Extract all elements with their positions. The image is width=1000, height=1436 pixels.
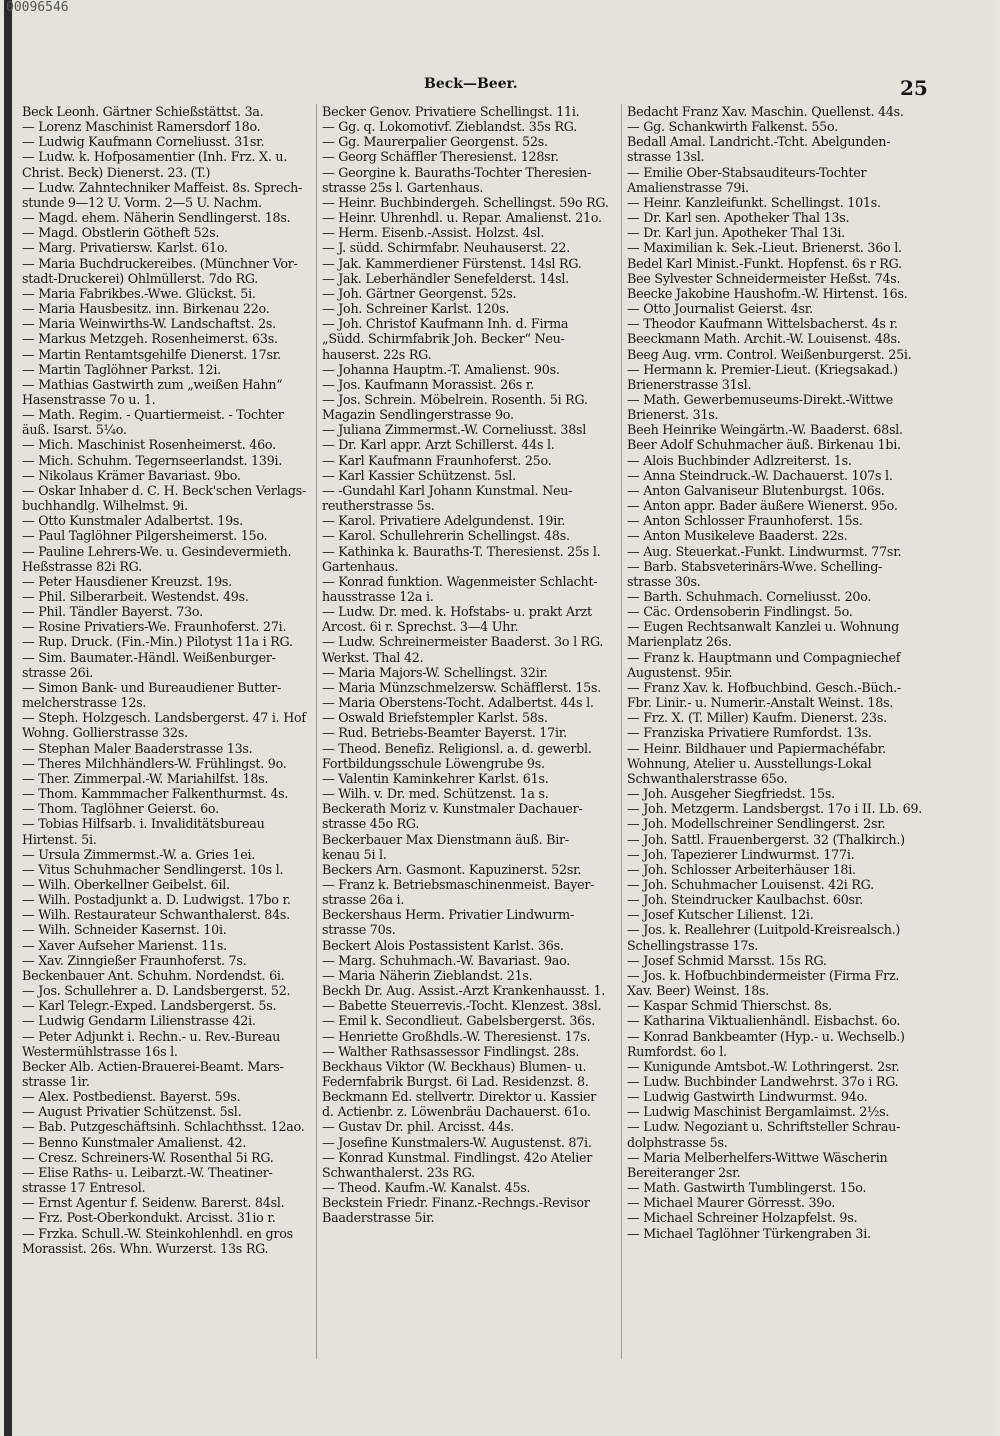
directory-entry-line: — Konrad funktion. Wagenmeister Schlacht-: [322, 573, 598, 589]
directory-entry-line: — Emil k. Secondlieut. Gabelsbergerst. 36s.: [322, 1013, 596, 1029]
directory-entry-line: — Michael Maurer Görresst. 39o.: [627, 1195, 836, 1211]
directory-entry-line: strasse 26a i.: [322, 892, 405, 908]
directory-entry-line: — Anton Musikeleve Baaderst. 22s.: [627, 528, 848, 544]
directory-entry-line: — Pauline Lehrers-We. u. Gesindevermieth.: [22, 543, 292, 559]
directory-entry-line: — Joh. Steindrucker Kaulbachst. 60sr.: [627, 892, 863, 908]
directory-entry-line: — Math. Gastwirth Tumblingerst. 15o.: [627, 1180, 867, 1196]
directory-entry-line: — Emilie Ober-Stabsauditeurs-Tochter: [627, 164, 867, 180]
directory-column-1: [22, 104, 320, 1256]
directory-entry-line: Beckhaus Viktor (W. Beckhaus) Blumen- u.: [322, 1058, 587, 1074]
directory-entry-line: — Markus Metzgeh. Rosenheimerst. 63s.: [22, 331, 278, 347]
directory-entry-line: Westermühlstrasse 16s l.: [22, 1043, 178, 1059]
directory-entry-line: — Konrad Kunstmal. Findlingst. 42o Atelier: [322, 1149, 593, 1165]
directory-entry-line: — Sim. Baumater.-Händl. Weißenburger-: [22, 649, 276, 665]
directory-entry-line: Augustenst. 95ir.: [627, 664, 733, 680]
directory-entry-line: — Marg. Schuhmach.-W. Bavariast. 9ao.: [322, 952, 571, 968]
directory-entry-line: Bedall Amal. Landricht.-Tcht. Abelgunden-: [627, 134, 891, 150]
directory-entry-line: — Xaver Aufseher Marienst. 11s.: [22, 937, 227, 953]
directory-entry-line: Marienplatz 26s.: [627, 634, 732, 650]
directory-entry-line: — Ludwig Gastwirth Lindwurmst. 94o.: [627, 1089, 868, 1105]
directory-entry-line: Wohng. Gollierstrasse 32s.: [22, 725, 188, 741]
directory-entry-line: strasse 30s.: [627, 573, 701, 589]
directory-entry-line: — Karl Telegr.-Exped. Landsbergerst. 5s.: [22, 998, 277, 1014]
directory-entry-line: — Joh. Schreiner Karlst. 120s.: [322, 301, 510, 317]
directory-entry-line: Fortbildungsschule Löwengrube 9s.: [322, 755, 545, 771]
directory-entry-line: Hasenstrasse 7o u. 1.: [22, 391, 156, 407]
directory-entry-line: — Jos. k. Reallehrer (Luitpold-Kreisrealsch.): [627, 922, 901, 938]
directory-entry-line: — Josef Kutscher Lilienst. 12i.: [627, 907, 814, 923]
directory-entry-line: äuß. Isarst. 5¼o.: [22, 422, 127, 438]
directory-entry-line: dolphstrasse 5s.: [627, 1134, 728, 1150]
directory-entry-line: hauserst. 22s RG.: [322, 346, 432, 362]
directory-entry-line: — Magd. Obstlerin Götheft 52s.: [22, 225, 220, 241]
directory-entry-line: — Joh. Tapezierer Lindwurmst. 177i.: [627, 846, 855, 862]
directory-entry-line: — Heinr. Uhrenhdl. u. Repar. Amalienst. 21o.: [322, 210, 602, 226]
column-divider: [621, 104, 622, 1359]
directory-entry-line: kenau 5i l.: [322, 846, 387, 862]
directory-entry-line: Magazin Sendlingerstrasse 9o.: [322, 407, 514, 423]
directory-entry-line: — Peter Hausdiener Kreuzst. 19s.: [22, 573, 232, 589]
directory-entry-line: Beckh Dr. Aug. Assist.-Arzt Krankenhausst. 1.: [322, 983, 606, 999]
directory-entry-line: — Kathinka k. Bauraths-T. Theresienst. 25s l.: [322, 543, 601, 559]
directory-entry-line: — Marg. Privatiersw. Karlst. 61o.: [22, 240, 228, 256]
directory-entry-line: — Mich. Maschinist Rosenheimerst. 46o.: [22, 437, 276, 453]
directory-entry-line: — Otto Kunstmaler Adalbertst. 19s.: [22, 513, 243, 529]
directory-entry-line: Bedacht Franz Xav. Maschin. Quellenst. 44s.: [627, 104, 904, 119]
directory-entry-line: Beeckmann Math. Archit.-W. Louisenst. 48s.: [627, 331, 901, 347]
directory-entry-line: — Jos. Schrein. Möbelrein. Rosenth. 5i RG.: [322, 391, 588, 407]
directory-entry-line: — Math. Regim. - Quartiermeist. - Tochter: [22, 407, 284, 423]
directory-entry-line: — Magd. ehem. Näherin Sendlingerst. 18s.: [22, 210, 291, 226]
directory-entry-line: — Jos. k. Hofbuchbindermeister (Firma Frz.: [627, 967, 900, 983]
directory-entry-line: — Steph. Holzgesch. Landsbergerst. 47 i. Hof: [22, 710, 306, 726]
directory-entry-line: — Tobias Hilfsarb. i. Invaliditätsbureau: [22, 816, 265, 832]
directory-entry-line: Morassist. 26s. Whn. Wurzerst. 13s RG.: [22, 1240, 269, 1256]
directory-entry-line: — Otto Journalist Geierst. 4sr.: [627, 301, 813, 317]
directory-entry-line: — Hermann k. Premier-Lieut. (Kriegsakad.): [627, 361, 898, 377]
directory-entry-line: — Josefine Kunstmalers-W. Augustenst. 87i.: [322, 1134, 592, 1150]
directory-entry-line: — Joh. Modellschreiner Sendlingerst. 2sr.: [627, 816, 886, 832]
directory-entry-line: — Rosine Privatiers-We. Fraunhoferst. 27i.: [22, 619, 287, 635]
directory-entry-line: Schwanthalerstrasse 65o.: [627, 770, 788, 786]
directory-entry-line: Becker Alb. Actien-Brauerei-Beamt. Mars-: [22, 1058, 284, 1074]
directory-entry-line: — Joh. Schlosser Arbeiterhäuser 18i.: [627, 861, 856, 877]
directory-entry-line: — Wilh. Restaurateur Schwanthalerst. 84s.: [22, 907, 290, 923]
directory-entry-line: — Heinr. Bildhauer und Papiermachéfabr.: [627, 740, 886, 756]
directory-entry-line: Fbr. Linir.- u. Numerir.-Anstalt Weinst. 18s.: [627, 695, 894, 711]
directory-entry-line: Gartenhaus.: [322, 558, 399, 574]
directory-column-3: [627, 104, 925, 1241]
directory-entry-line: Schellingstrasse 17s.: [627, 937, 759, 953]
directory-entry-line: Beckerath Moriz v. Kunstmaler Dachauer-: [322, 801, 583, 817]
directory-entry-line: — Alois Buchbinder Adlzreiterst. 1s.: [627, 452, 852, 468]
directory-entry-line: Becker Genov. Privatiere Schellingst. 11i.: [322, 104, 580, 119]
directory-entry-line: — Henriette Großhdls.-W. Theresienst. 17s.: [322, 1028, 591, 1044]
directory-entry-line: — Walther Rathsassessor Findlingst. 28s.: [322, 1043, 580, 1059]
directory-entry-line: Beck Leonh. Gärtner Schießstättst. 3a.: [22, 104, 264, 119]
directory-entry-line: — Aug. Steuerkat.-Funkt. Lindwurmst. 77sr.: [627, 543, 902, 559]
directory-entry-line: strasse 26i.: [22, 664, 94, 680]
directory-entry-line: — Wilh. Oberkellner Geibelst. 6il.: [22, 876, 230, 892]
directory-entry-line: — Heinr. Kanzleifunkt. Schellingst. 101s.: [627, 194, 881, 210]
directory-entry-line: Heßstrasse 82i RG.: [22, 558, 142, 574]
directory-entry-line: — Wilh. Postadjunkt a. D. Ludwigst. 17bo r.: [22, 892, 291, 908]
directory-entry-line: — Ludw. Zahntechniker Maffeist. 8s. Sprech-: [22, 179, 303, 195]
directory-entry-line: Beckmann Ed. stellvertr. Direktor u. Kassier: [322, 1089, 597, 1105]
directory-column-2: [322, 104, 620, 1226]
directory-entry-line: Amalienstrasse 79i.: [627, 179, 749, 195]
directory-entry-line: — Rud. Betriebs-Beamter Bayerst. 17ir.: [322, 725, 567, 741]
directory-entry-line: — Georg Schäffler Theresienst. 128sr.: [322, 149, 559, 165]
directory-entry-line: — J. südd. Schirmfabr. Neuhauserst. 22.: [322, 240, 570, 256]
directory-page: [4, 0, 996, 1436]
directory-entry-line: — Ludwig Maschinist Bergamlaimst. 2½s.: [627, 1104, 890, 1120]
directory-entry-line: — Math. Gewerbemuseums-Direkt.-Wittwe: [627, 391, 893, 407]
directory-entry-line: — Ludwig Gendarm Lilienstrasse 42i.: [22, 1013, 256, 1029]
directory-entry-line: — Michael Schreiner Holzapfelst. 9s.: [627, 1210, 858, 1226]
directory-entry-line: — Joh. Gärtner Georgenst. 52s.: [322, 285, 517, 301]
directory-entry-line: stunde 9—12 U. Vorm. 2—5 U. Nachm.: [22, 194, 262, 210]
directory-entry-line: reutherstrasse 5s.: [322, 498, 435, 514]
directory-entry-line: Rumfordst. 6o l.: [627, 1043, 727, 1059]
directory-entry-line: — Alex. Postbedienst. Bayerst. 59s.: [22, 1089, 241, 1105]
directory-entry-line: — Georgine k. Bauraths-Tochter Theresien-: [322, 164, 592, 180]
directory-entry-line: Beckers Arn. Gasmont. Kapuzinerst. 52sr.: [322, 861, 582, 877]
directory-entry-line: — Frzka. Schull.-W. Steinkohlenhdl. en gros: [22, 1225, 293, 1241]
directory-entry-line: — Xav. Zinngießer Fraunhoferst. 7s.: [22, 952, 247, 968]
directory-entry-line: — Stephan Maler Baaderstrasse 13s.: [22, 740, 253, 756]
directory-entry-line: — Jak. Leberhändler Senefelderst. 14sl.: [322, 270, 569, 286]
directory-entry-line: — Karol. Privatiere Adelgundenst. 19ir.: [322, 513, 566, 529]
directory-entry-line: — Valentin Kaminkehrer Karlst. 61s.: [322, 770, 549, 786]
directory-entry-line: — Theod. Benefiz. Religionsl. a. d. gewerbl.: [322, 740, 592, 756]
directory-entry-line: Beckenbauer Ant. Schuhm. Nordendst. 6i.: [22, 967, 285, 983]
directory-entry-line: — Ludw. Dr. med. k. Hofstabs- u. prakt Arzt: [322, 604, 592, 620]
directory-entry-line: — Katharina Viktualienhändl. Eisbachst. 6o.: [627, 1013, 901, 1029]
directory-entry-line: — Kaspar Schmid Thierschst. 8s.: [627, 998, 832, 1014]
directory-entry-line: — Barth. Schuhmach. Corneliusst. 20o.: [627, 589, 872, 604]
directory-entry-line: — Thom. Kammmacher Falkenthurmst. 4s.: [22, 786, 289, 802]
directory-entry-line: strasse 45o RG.: [322, 816, 420, 832]
directory-entry-line: — Oskar Inhaber d. C. H. Beck'schen Verlags-: [22, 482, 306, 498]
directory-entry-line: Beecke Jakobine Haushofm.-W. Hirtenst. 16s.: [627, 285, 908, 301]
directory-entry-line: — Cäc. Ordensoberin Findlingst. 5o.: [627, 604, 853, 620]
directory-entry-line: — Phil. Tändler Bayerst. 73o.: [22, 604, 203, 620]
directory-entry-line: — Kunigunde Amtsbot.-W. Lothringerst. 2sr.: [627, 1058, 900, 1074]
directory-entry-line: — Martin Taglöhner Parkst. 12i.: [22, 361, 221, 377]
directory-entry-line: Federnfabrik Burgst. 6i Lad. Residenzst. 8.: [322, 1074, 589, 1089]
directory-entry-line: — Theres Milchhändlers-W. Frühlingst. 9o.: [22, 755, 287, 771]
directory-entry-line: Beckert Alois Postassistent Karlst. 36s.: [322, 937, 564, 953]
directory-entry-line: — Maria Weinwirths-W. Landschaftst. 2s.: [22, 316, 276, 332]
directory-entry-line: — Wilh. v. Dr. med. Schützenst. 1a s.: [322, 786, 549, 802]
directory-entry-line: — Barb. Stabsveterinärs-Wwe. Schelling-: [627, 558, 883, 574]
directory-entry-line: — Nikolaus Krämer Bavariast. 9bo.: [22, 467, 241, 483]
directory-entry-line: — Karol. Schullehrerin Schellingst. 48s.: [322, 528, 570, 544]
directory-entry-line: — Herm. Eisenb.-Assist. Holzst. 4sl.: [322, 225, 545, 241]
page-number: 25: [900, 76, 928, 100]
directory-entry-line: — Bab. Putzgeschäftsinh. Schlachthsst. 12ao.: [22, 1119, 305, 1135]
directory-entry-line: — Ernst Agentur f. Seidenw. Barerst. 84sl.: [22, 1195, 285, 1211]
scan-id: 00096546: [6, 0, 69, 15]
directory-entry-line: — Maria Münzschmelzersw. Schäfflerst. 15s.: [322, 679, 602, 695]
directory-entry-line: d. Actienbr. z. Löwenbräu Dachauerst. 61o.: [322, 1104, 591, 1120]
directory-entry-line: — Konrad Bankbeamter (Hyp.- u. Wechselb.): [627, 1028, 905, 1044]
directory-entry-line: — Franz k. Hauptmann und Compagniechef: [627, 649, 901, 665]
directory-entry-line: — Franz Xav. k. Hofbuchbind. Gesch.-Büch.-: [627, 679, 901, 695]
directory-entry-line: — Benno Kunstmaler Amalienst. 42.: [22, 1134, 247, 1150]
directory-entry-line: Bee Sylvester Schneidermeister Heßst. 74s.: [627, 270, 901, 286]
directory-entry-line: Beckerbauer Max Dienstmann äuß. Bir-: [322, 831, 569, 847]
directory-entry-line: — Jak. Kammerdiener Fürstenst. 14sl RG.: [322, 255, 582, 271]
directory-entry-line: — Paul Taglöhner Pilgersheimerst. 15o.: [22, 528, 268, 544]
directory-entry-line: — Ursula Zimmermst.-W. a. Gries 1ei.: [22, 846, 256, 862]
directory-entry-line: — Frz. X. (T. Miller) Kaufm. Dienerst. 23s.: [627, 710, 887, 726]
directory-entry-line: — Babette Steuerrevis.-Tocht. Klenzest. 38sl.: [322, 998, 602, 1014]
directory-entry-line: — Frz. Post-Oberkondukt. Arcisst. 31io r.: [22, 1210, 276, 1226]
directory-entry-line: Xav. Beer) Weinst. 18s.: [627, 983, 770, 999]
directory-entry-line: Hirtenst. 5i.: [22, 831, 97, 847]
directory-entry-line: — Martin Rentamtsgehilfe Dienerst. 17sr.: [22, 346, 281, 362]
directory-entry-line: melcherstrasse 12s.: [22, 695, 147, 711]
directory-entry-line: Brienerst. 31s.: [627, 407, 719, 423]
directory-entry-line: — -Gundahl Karl Johann Kunstmal. Neu-: [322, 482, 573, 498]
directory-entry-line: — Josef Schmid Marsst. 15s RG.: [627, 952, 827, 968]
directory-entry-line: — Karl Kaufmann Fraunhoferst. 25o.: [322, 452, 552, 468]
directory-entry-line: Brienerstrasse 31sl.: [627, 376, 752, 392]
directory-entry-line: — Joh. Christof Kaufmann Inh. d. Firma: [322, 316, 569, 332]
directory-entry-line: — Cresz. Schreiners-W. Rosenthal 5i RG.: [22, 1149, 274, 1165]
directory-entry-line: — Maria Melberhelfers-Wittwe Wäscherin: [627, 1149, 888, 1165]
directory-entry-line: — Karl Kassier Schützenst. 5sl.: [322, 467, 516, 483]
directory-entry-line: — Michael Taglöhner Türkengraben 3i.: [627, 1225, 871, 1241]
directory-entry-line: — Dr. Karl jun. Apotheker Thal 13i.: [627, 225, 845, 241]
directory-entry-line: — Eugen Rechtsanwalt Kanzlei u. Wohnung: [627, 619, 899, 635]
directory-entry-line: — Johanna Hauptm.-T. Amalienst. 90s.: [322, 361, 560, 377]
directory-entry-line: Arcost. 6i r. Sprechst. 3—4 Uhr.: [322, 619, 519, 635]
directory-entry-line: Beeg Aug. vrm. Control. Weißenburgerst. 25i.: [627, 346, 912, 362]
directory-entry-line: — Rup. Druck. (Fin.-Min.) Pilotyst 11a i RG.: [22, 634, 293, 650]
directory-entry-line: — Theodor Kaufmann Wittelsbacherst. 4s r.: [627, 316, 898, 332]
directory-entry-line: — Anton appr. Bader äußere Wienerst. 95o.: [627, 498, 898, 514]
directory-entry-line: — Theod. Kaufm.-W. Kanalst. 45s.: [322, 1180, 531, 1196]
directory-entry-line: „Südd. Schirmfabrik Joh. Becker“ Neu-: [322, 331, 565, 347]
directory-entry-line: Wohnung, Atelier u. Ausstellungs-Lokal: [627, 755, 872, 771]
directory-entry-line: — Jos. Kaufmann Morassist. 26s r.: [322, 376, 535, 392]
directory-entry-line: — Maria Hausbesitz. inn. Birkenau 22o.: [22, 301, 270, 317]
directory-entry-line: — Maria Oberstens-Tocht. Adalbertst. 44s l.: [322, 695, 594, 711]
directory-entry-line: Werkst. Thal 42.: [322, 649, 424, 665]
directory-entry-line: — Wilh. Schneider Kasernst. 10i.: [22, 922, 227, 938]
directory-entry-line: — Ludw. Buchbinder Landwehrst. 37o i RG.: [627, 1074, 899, 1089]
directory-entry-line: — Ludwig Kaufmann Corneliusst. 31sr.: [22, 134, 265, 150]
directory-entry-line: — Franziska Privatiere Rumfordst. 13s.: [627, 725, 872, 741]
directory-entry-line: — Peter Adjunkt i. Rechn.- u. Rev.-Bureau: [22, 1028, 281, 1044]
directory-entry-line: — Franz k. Betriebsmaschinenmeist. Bayer-: [322, 876, 595, 892]
directory-entry-line: — Mich. Schuhm. Tegernseerlandst. 139i.: [22, 452, 283, 468]
directory-entry-line: — Ludw. k. Hofposamentier (Inh. Frz. X. u.: [22, 149, 288, 165]
directory-entry-line: — Joh. Metzgerm. Landsbergst. 17o i II. Lb. 69.: [627, 801, 923, 817]
directory-entry-line: — Mathias Gastwirth zum „weißen Hahn“: [22, 376, 283, 392]
directory-entry-line: Bedel Karl Minist.-Funkt. Hopfenst. 6s r RG.: [627, 255, 902, 271]
directory-entry-line: — Joh. Schuhmacher Louisenst. 42i RG.: [627, 876, 874, 892]
directory-entry-line: Beer Adolf Schuhmacher äuß. Birkenau 1bi.: [627, 437, 901, 453]
running-header: Beck—Beer.: [424, 76, 518, 92]
directory-entry-line: — Thom. Taglöhner Geierst. 6o.: [22, 801, 219, 817]
directory-entry-line: — Dr. Karl appr. Arzt Schillerst. 44s l.: [322, 437, 555, 453]
directory-entry-line: — Dr. Karl sen. Apotheker Thal 13s.: [627, 210, 850, 226]
directory-entry-line: — Ludw. Negoziant u. Schriftsteller Schrau-: [627, 1119, 901, 1135]
directory-entry-line: — Joh. Ausgeher Siegfriedst. 15s.: [627, 786, 835, 802]
directory-entry-line: — Gg. q. Lokomotivf. Zieblandst. 35s RG.: [322, 119, 577, 135]
directory-entry-line: — Anna Steindruck.-W. Dachauerst. 107s l.: [627, 467, 893, 483]
directory-entry-line: hausstrasse 12a i.: [322, 589, 434, 604]
directory-entry-line: strasse 1ir.: [22, 1074, 90, 1089]
directory-entry-line: — Maria Buchdruckereibes. (Münchner Vor-: [22, 255, 298, 271]
directory-entry-line: Bereiteranger 2sr.: [627, 1164, 741, 1180]
directory-entry-line: strasse 13sl.: [627, 149, 705, 165]
directory-entry-line: — Lorenz Maschinist Ramersdorf 18o.: [22, 119, 261, 135]
directory-entry-line: — Gustav Dr. phil. Arcisst. 44s.: [322, 1119, 515, 1135]
directory-entry-line: — August Privatier Schützenst. 5sl.: [22, 1104, 242, 1120]
directory-entry-line: strasse 17 Entresol.: [22, 1180, 146, 1196]
directory-entry-line: buchhandlg. Wilhelmst. 9i.: [22, 498, 188, 514]
directory-entry-line: — Simon Bank- und Bureaudiener Butter-: [22, 679, 282, 695]
directory-entry-line: Beckstein Friedr. Finanz.-Rechngs.-Revisor: [322, 1195, 590, 1211]
directory-entry-line: — Heinr. Buchbindergeh. Schellingst. 59o RG.: [322, 194, 609, 210]
directory-entry-line: Beeh Heinrike Weingärtn.-W. Baaderst. 68sl.: [627, 422, 903, 438]
directory-entry-line: Schwanthalerst. 23s RG.: [322, 1164, 475, 1180]
directory-entry-line: Baaderstrasse 5ir.: [322, 1210, 435, 1226]
directory-entry-line: — Oswald Briefstempler Karlst. 58s.: [322, 710, 548, 726]
directory-entry-line: — Gg. Maurerpalier Georgenst. 52s.: [322, 134, 548, 150]
directory-entry-line: — Phil. Silberarbeit. Westendst. 49s.: [22, 589, 249, 604]
directory-entry-line: — Maria Majors-W. Schellingst. 32ir.: [322, 664, 548, 680]
directory-entry-line: strasse 25s l. Gartenhaus.: [322, 179, 484, 195]
scan-edge: [4, 0, 12, 1436]
directory-entry-line: — Juliana Zimmermst.-W. Corneliusst. 38sl: [322, 422, 587, 438]
directory-entry-line: — Ludw. Schreinermeister Baaderst. 3o l RG.: [322, 634, 604, 650]
directory-entry-line: — Anton Schlosser Fraunhoferst. 15s.: [627, 513, 863, 529]
directory-entry-line: — Maria Fabrikbes.-Wwe. Glückst. 5i.: [22, 285, 256, 301]
directory-entry-line: — Maria Näherin Zieblandst. 21s.: [322, 967, 533, 983]
directory-entry-line: stadt-Druckerei) Ohlmüllerst. 7do RG.: [22, 270, 259, 286]
directory-entry-line: — Vitus Schuhmacher Sendlingerst. 10s l.: [22, 861, 284, 877]
directory-entry-line: — Ther. Zimmerpal.-W. Mariahilfst. 18s.: [22, 770, 269, 786]
directory-entry-line: strasse 70s.: [322, 922, 396, 938]
directory-entry-line: — Gg. Schankwirth Falkenst. 55o.: [627, 119, 838, 135]
directory-entry-line: — Elise Raths- u. Leibarzt.-W. Theatiner-: [22, 1164, 273, 1180]
directory-entry-line: — Maximilian k. Sek.-Lieut. Brienerst. 36o l.: [627, 240, 902, 256]
directory-entry-line: Christ. Beck) Dienerst. 23. (T.): [22, 164, 211, 180]
directory-entry-line: — Jos. Schullehrer a. D. Landsbergerst. 52.: [22, 983, 291, 999]
directory-entry-line: — Anton Galvaniseur Blutenburgst. 106s.: [627, 482, 885, 498]
directory-entry-line: — Joh. Sattl. Frauenbergerst. 32 (Thalkirch.): [627, 831, 905, 847]
directory-entry-line: Beckershaus Herm. Privatier Lindwurm-: [322, 907, 574, 923]
